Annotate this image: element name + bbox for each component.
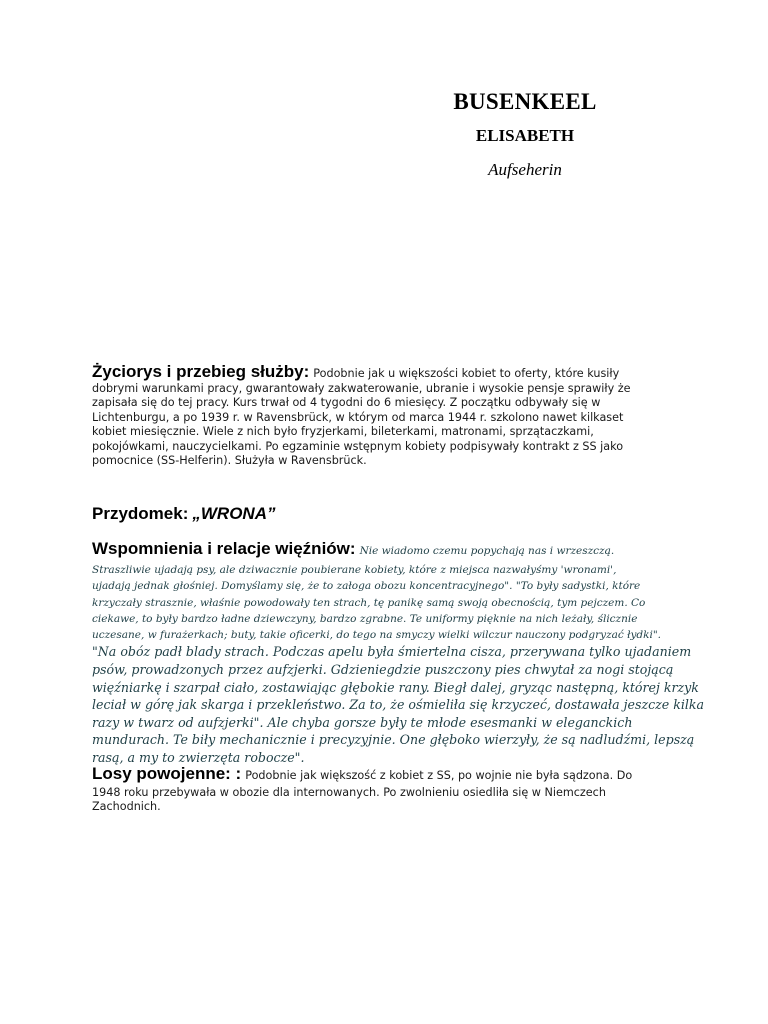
biography-line: pokojówkami, nauczycielkami. Po egzaminie wstępnym kobiety podpisywały kontrakt z SS jako <box>92 439 624 453</box>
biography-line: kobiet miesięcznie. Wiele z nich było fryzjerkami, bileterkami, matronami, sprzątaczkami, <box>92 425 594 439</box>
memories-first-line: Nie wiadomo czemu popychają nas i wrzeszczą. <box>359 545 615 557</box>
postwar-first-line: Podobnie jak większość z kobiet z SS, po wojnie nie była sądzona. Do <box>245 769 633 782</box>
memories-quote-line: ciekawe, to były bardzo ładne dziewczyny, bardzo zgrabne. Te uniformy pięknie na nich leżały, ślicznie <box>92 612 638 625</box>
memories-heading: Wspomnienia i relacje więźniów: <box>92 539 356 558</box>
memories-quote-line-large: leciał w górę jak skarga i przekleństwo. Za to, że ośmieliła się krzyczeć, dostawała jeszcze kilka <box>92 697 705 713</box>
biography-first-line: Podobnie jak u większości kobiet to oferty, które kusiły <box>313 367 620 380</box>
biography-heading: Życiorys i przebieg służby: <box>92 362 310 381</box>
memories-quote-line-large: mundurach. Te biły mechanicznie i precyzyjnie. One głęboko wierzyły, że są nadludźmi, lepszą <box>92 732 695 748</box>
role-subtitle: Aufseherin <box>488 160 562 179</box>
postwar-section <box>92 762 672 815</box>
memories-quote-line: uczesane, w furażerkach; buty, takie oficerki, do tego na smyczy wielki wilczur nauczony podgryzać łydki". <box>92 629 662 642</box>
memories-quote-line: Straszliwie ujadają psy, ale dziwacznie poubierane kobiety, które z miejsca nazwałyśmy 'wronami', <box>92 564 617 576</box>
biography-line: zapisała się do tej pracy. Kurs trwał od 4 tygodni do 6 miesięcy. Z początku odbywały się w <box>92 396 601 410</box>
biography-line: pomocnice (SS-Helferin). Służyła w Ravensbrück. <box>92 454 367 468</box>
memories-section <box>92 537 705 767</box>
biography-line: Lichtenburgu, a po 1939 r. w Ravensbrück, w którym od marca 1944 r. szkolono nawet kilkaset <box>92 410 624 424</box>
title-block <box>420 86 630 182</box>
memories-quote-line: ujadają jednak głośniej. Domyślamy się, że to załoga obozu koncentracyjnego". "To były sadystki, które <box>92 580 641 593</box>
memories-quote-line-large: rasą, a my to zwierzęta robocze". <box>92 750 305 766</box>
postwar-line: Zachodnich. <box>92 800 161 814</box>
postwar-line: 1948 roku przebywała w obozie dla internowanych. Po zwolnieniu osiedliła się w Niemczech <box>92 786 606 799</box>
surname-heading: BUSENKEEL <box>453 89 597 114</box>
memories-quote-line-large: więźniarkę i szarpał ciało, zostawiając głębokie rany. Biegł dalej, gryząc następną, której krzyk <box>92 679 699 695</box>
nickname-value: „WRONA” <box>192 504 276 523</box>
biography-section <box>92 362 672 468</box>
firstname-heading: ELISABETH <box>475 126 575 145</box>
memories-quote-line-large: razy w twarz od aufzjerki". Ale chyba gorsze były te młode esesmanki w eleganckich <box>92 714 633 730</box>
biography-line: dobrymi warunkami pracy, gwarantowały zakwaterowanie, ubranie i wysokie pensje sprawiły że <box>92 382 631 395</box>
nickname-section <box>92 502 672 527</box>
memories-quote-line-large: "Na obóz padł blady strach. Podczas apelu była śmiertelna cisza, przerywana tylko ujadaniem <box>92 644 692 660</box>
memories-quote-line: krzyczały strasznie, właśnie powodowały ten strach, tę panikę samą swoją obecnością, tym pejczem. Co <box>92 596 646 609</box>
nickname-label: Przydomek: <box>92 504 189 523</box>
memories-quote-line-large: psów, prowadzonych przez aufzjerki. Gdzieniegdzie puszczony pies chwytał za nogi stojącą <box>92 662 674 678</box>
postwar-heading: Losy powojenne: : <box>92 764 242 783</box>
